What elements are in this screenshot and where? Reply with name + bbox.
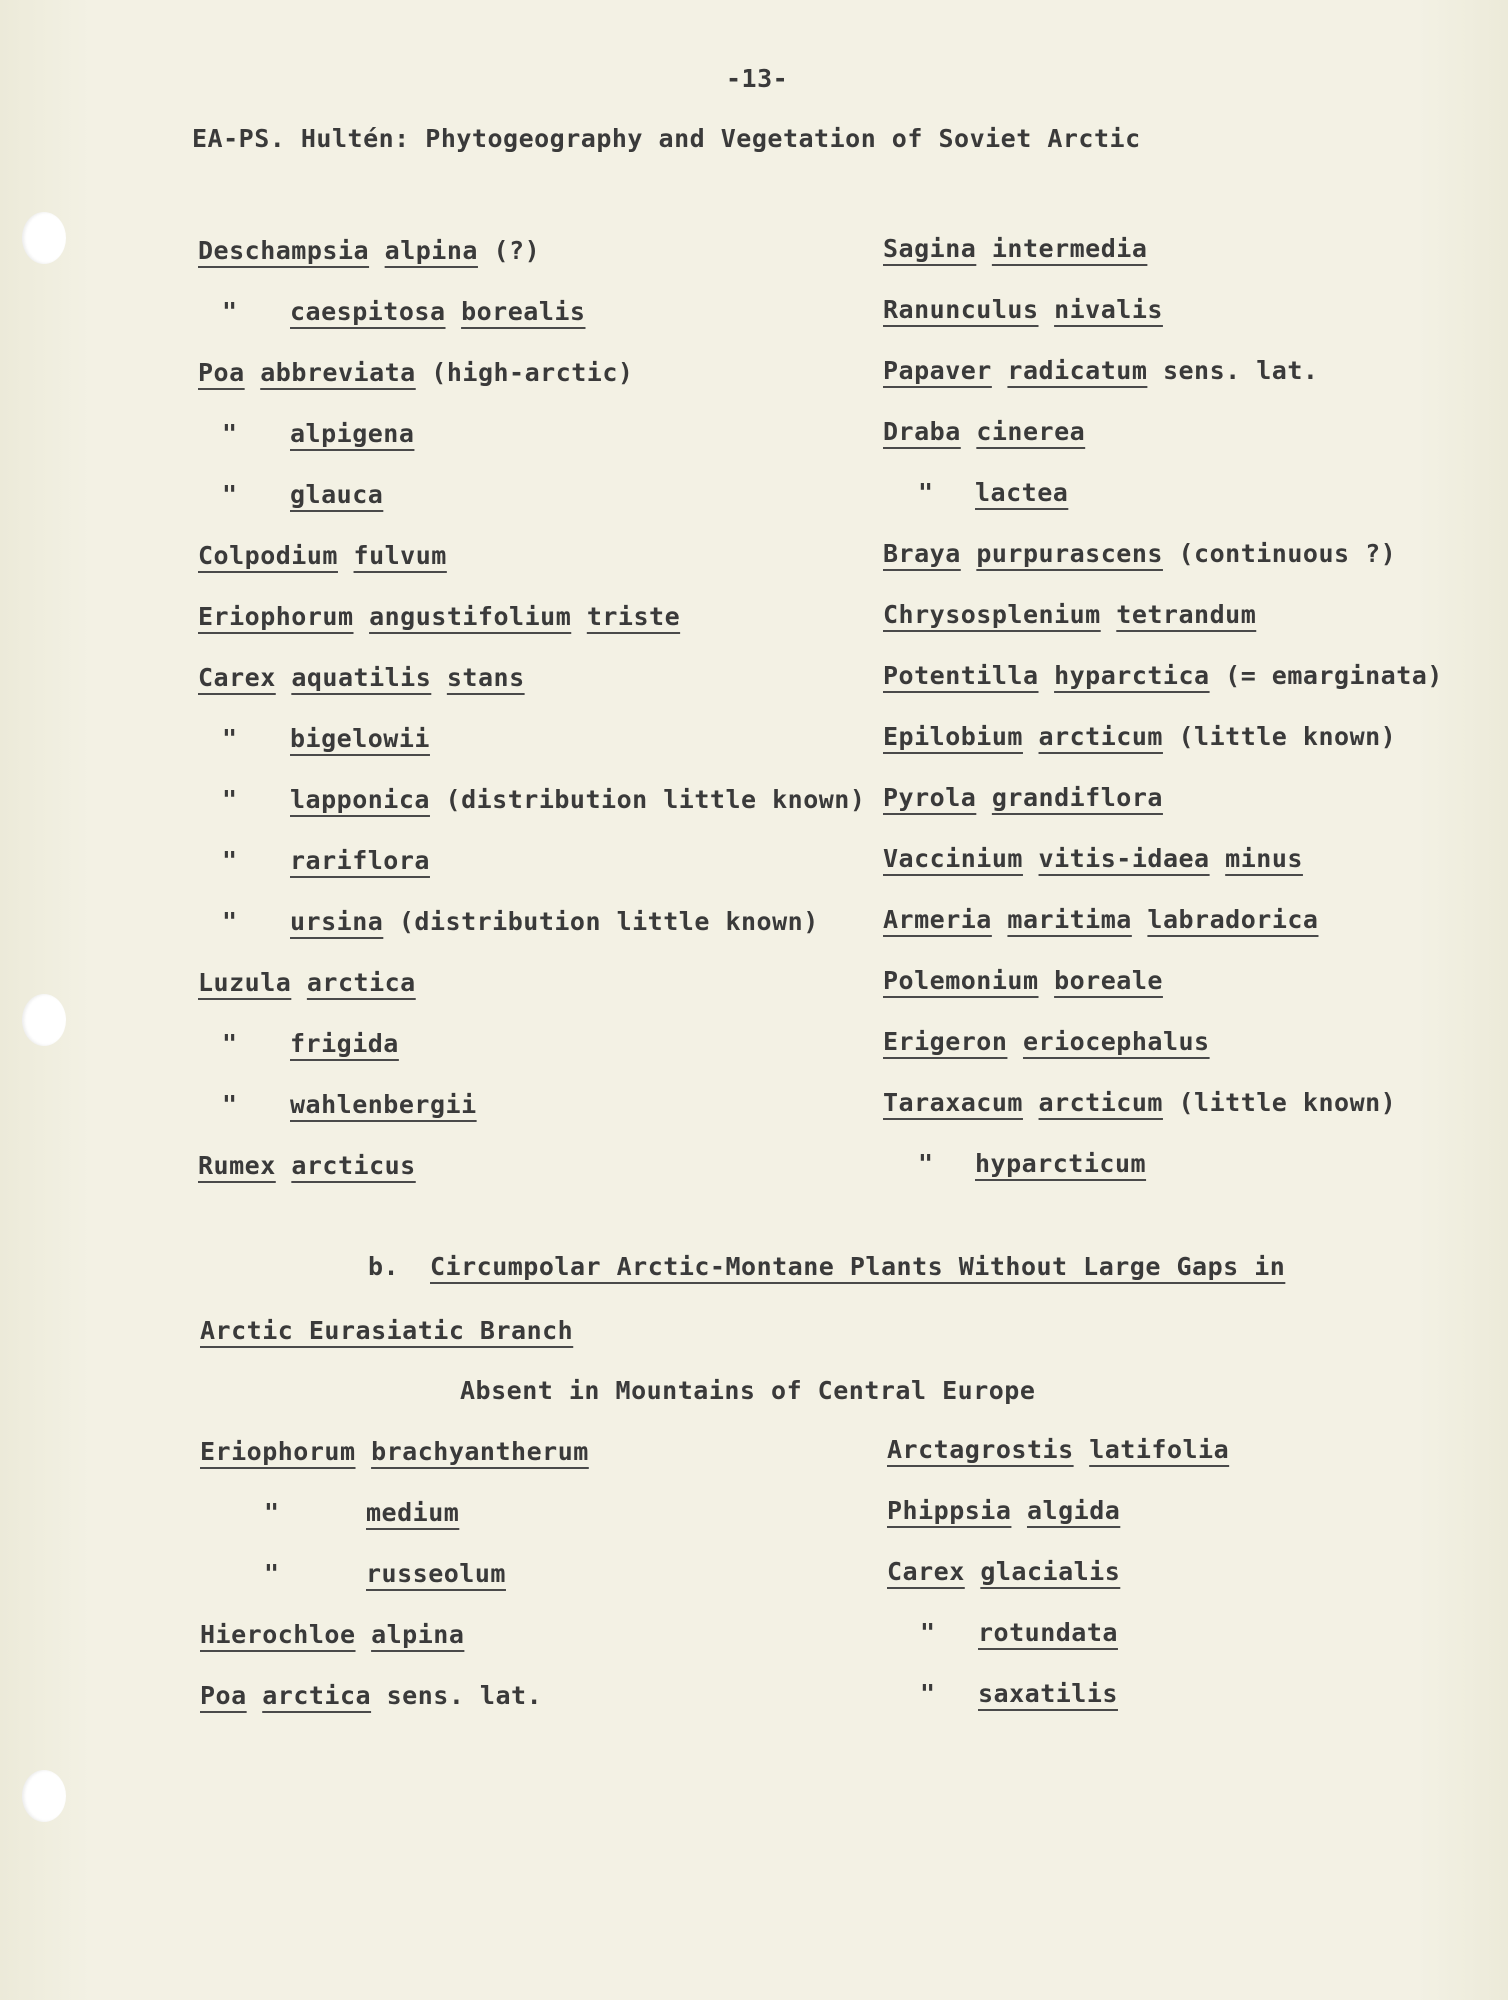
section-b-title-line2: Arctic Eurasiatic Branch: [200, 1316, 574, 1345]
species-name-word: Chrysosplenium: [883, 600, 1101, 629]
species-name-word: saxatilis: [978, 1679, 1118, 1708]
species-name-word: Epilobium: [883, 722, 1023, 751]
species-note: (high-arctic): [415, 358, 634, 387]
species-line: [200, 1437, 589, 1467]
section-b-subtitle: Absent in Mountains of Central Europe: [460, 1376, 1036, 1405]
ditto-mark: ": [222, 480, 238, 509]
species-name-word: labradorica: [1147, 905, 1319, 934]
species-name-word: vitis-idaea: [1038, 844, 1210, 873]
species-name-word: Eriophorum: [200, 1437, 356, 1466]
species-line: [883, 966, 1163, 996]
species-name-word: Carex: [198, 663, 276, 692]
species-name-word: boreale: [1054, 966, 1163, 995]
species-name-word: hyparctica: [1054, 661, 1210, 690]
species-name-word: frigida: [290, 1029, 399, 1058]
species-line: [290, 297, 586, 327]
ditto-mark: ": [264, 1559, 280, 1588]
species-line: [975, 478, 1068, 508]
species-name-word: radicatum: [1007, 356, 1148, 385]
species-line: [883, 356, 1318, 386]
species-note: (?): [477, 236, 541, 265]
page-number: -13-: [726, 64, 789, 93]
species-name-word: Pyrola: [883, 783, 977, 812]
species-line: [290, 1090, 477, 1120]
species-note: (little known): [1162, 1088, 1397, 1117]
species-line: [975, 1149, 1146, 1179]
ditto-mark: ": [222, 1090, 238, 1119]
ditto-mark: ": [222, 419, 238, 448]
species-line: [883, 844, 1303, 874]
species-name-word: latifolia: [1089, 1435, 1230, 1464]
species-line: [198, 663, 525, 693]
species-name-word: intermedia: [991, 234, 1148, 263]
species-line: [978, 1679, 1118, 1709]
species-name-word: Draba: [883, 417, 961, 446]
species-note: (= emarginata): [1209, 661, 1443, 690]
species-name-word: lapponica: [290, 785, 430, 814]
species-name-word: grandiflora: [991, 783, 1163, 812]
species-note: (distribution little known): [383, 907, 819, 936]
punch-hole: [22, 212, 66, 264]
species-name-word: purpurascens: [976, 539, 1163, 568]
species-name-word: Taraxacum: [883, 1088, 1023, 1117]
species-name-word: Erigeron: [883, 1027, 1008, 1056]
species-name-word: Luzula: [198, 968, 292, 997]
punch-hole: [22, 1770, 66, 1822]
ditto-mark: ": [264, 1498, 280, 1527]
species-line: [290, 785, 865, 815]
species-note: (continuous ?): [1162, 539, 1397, 568]
species-line: [198, 358, 633, 388]
species-line: [883, 905, 1318, 935]
ditto-mark: ": [920, 1618, 936, 1647]
species-name-word: Sagina: [883, 234, 977, 263]
species-name-word: Arctagrostis: [887, 1435, 1074, 1464]
species-name-word: Armeria: [883, 905, 992, 934]
species-name-word: Colpodium: [198, 541, 338, 570]
species-note: sens. lat.: [371, 1681, 543, 1710]
species-line: [290, 907, 819, 937]
page-header: EA-PS. Hultén: Phytogeography and Vegetation of Soviet Arctic: [192, 124, 1141, 153]
section-b-title-line1: Circumpolar Arctic-Montane Plants Without Large Gaps in: [430, 1252, 1286, 1281]
species-line: [978, 1618, 1118, 1648]
species-line: [883, 783, 1163, 813]
species-line: [887, 1557, 1120, 1587]
species-line: [887, 1496, 1120, 1526]
species-name-word: Deschampsia: [198, 236, 370, 265]
species-line: [198, 968, 416, 998]
species-name-word: alpina: [384, 236, 478, 265]
ditto-mark: ": [222, 297, 238, 326]
species-name-word: Braya: [883, 539, 961, 568]
species-name-word: Rumex: [198, 1151, 276, 1180]
species-name-word: ursina: [290, 907, 384, 936]
species-line: [198, 602, 680, 632]
species-name-word: medium: [366, 1498, 460, 1527]
species-line: [200, 1681, 542, 1711]
species-note: (distribution little known): [429, 785, 866, 814]
species-name-word: eriocephalus: [1022, 1027, 1210, 1056]
ditto-mark: ": [918, 1149, 934, 1178]
species-name-word: arcticum: [1038, 1088, 1163, 1117]
species-name-word: nivalis: [1054, 295, 1163, 324]
species-name-word: alpigena: [290, 419, 415, 448]
species-name-word: Ranunculus: [883, 295, 1039, 324]
species-name-word: algida: [1026, 1496, 1121, 1525]
species-line: [290, 1029, 399, 1059]
species-name-word: abbreviata: [260, 358, 416, 387]
species-name-word: borealis: [461, 297, 586, 326]
species-name-word: cinerea: [976, 417, 1086, 446]
species-name-word: maritima: [1007, 905, 1132, 934]
species-name-word: rariflora: [290, 846, 430, 875]
species-line: [198, 541, 447, 571]
species-name-word: Papaver: [883, 356, 992, 385]
species-name-word: arctica: [306, 968, 416, 997]
punch-hole: [22, 994, 66, 1046]
species-line: [883, 417, 1085, 447]
species-name-word: hyparcticum: [975, 1149, 1147, 1178]
species-name-word: minus: [1225, 844, 1303, 873]
species-name-word: bigelowii: [290, 724, 430, 753]
species-name-word: rotundata: [978, 1618, 1118, 1647]
species-line: [200, 1620, 464, 1650]
species-name-word: alpina: [371, 1620, 465, 1649]
species-name-word: Phippsia: [887, 1496, 1012, 1525]
species-name-word: Potentilla: [883, 661, 1039, 690]
ditto-mark: ": [222, 1029, 238, 1058]
species-name-word: Poa: [198, 358, 245, 387]
species-name-word: stans: [446, 663, 525, 692]
species-name-word: russeolum: [366, 1559, 506, 1588]
species-note: sens. lat.: [1147, 356, 1319, 385]
species-line: [883, 1088, 1396, 1118]
species-line: [290, 480, 383, 510]
species-name-word: angustifolium: [369, 602, 572, 631]
ditto-mark: ": [222, 846, 238, 875]
species-line: [883, 722, 1396, 752]
species-line: [290, 724, 430, 754]
species-line: [290, 846, 430, 876]
species-name-word: arcticum: [1038, 722, 1163, 751]
section-b-label: b.: [368, 1252, 400, 1281]
species-name-word: Hierochloe: [200, 1620, 356, 1649]
ditto-mark: ": [222, 907, 238, 936]
species-line: [883, 661, 1443, 691]
ditto-mark: ": [920, 1679, 936, 1708]
ditto-mark: ": [222, 785, 238, 814]
species-name-word: brachyantherum: [371, 1437, 589, 1466]
species-line: [290, 419, 414, 449]
species-line: [198, 1151, 416, 1181]
species-name-word: Vaccinium: [883, 844, 1023, 873]
species-line: [883, 234, 1147, 264]
species-line: [883, 1027, 1210, 1057]
species-line: [883, 295, 1163, 325]
species-line: [198, 236, 540, 266]
species-name-word: aquatilis: [291, 663, 432, 692]
species-line: [366, 1498, 459, 1528]
ditto-mark: ": [222, 724, 238, 753]
species-line: [887, 1435, 1229, 1465]
species-name-word: wahlenbergii: [290, 1090, 477, 1119]
species-name-word: fulvum: [353, 541, 447, 570]
species-line: [366, 1559, 506, 1589]
species-name-word: tetrandum: [1116, 600, 1257, 629]
ditto-mark: ": [918, 478, 934, 507]
species-name-word: arcticus: [291, 1151, 416, 1180]
species-name-word: arctica: [262, 1681, 372, 1710]
species-line: [883, 600, 1256, 630]
species-name-word: Carex: [887, 1557, 965, 1586]
species-name-word: Poa: [200, 1681, 247, 1710]
species-name-word: glauca: [290, 480, 384, 509]
species-line: [883, 539, 1396, 569]
species-name-word: Eriophorum: [198, 602, 354, 631]
species-name-word: triste: [586, 602, 681, 631]
species-name-word: caespitosa: [290, 297, 446, 326]
species-note: (little known): [1162, 722, 1397, 751]
species-name-word: Polemonium: [883, 966, 1039, 995]
species-name-word: glacialis: [980, 1557, 1121, 1586]
species-name-word: lactea: [975, 478, 1069, 507]
